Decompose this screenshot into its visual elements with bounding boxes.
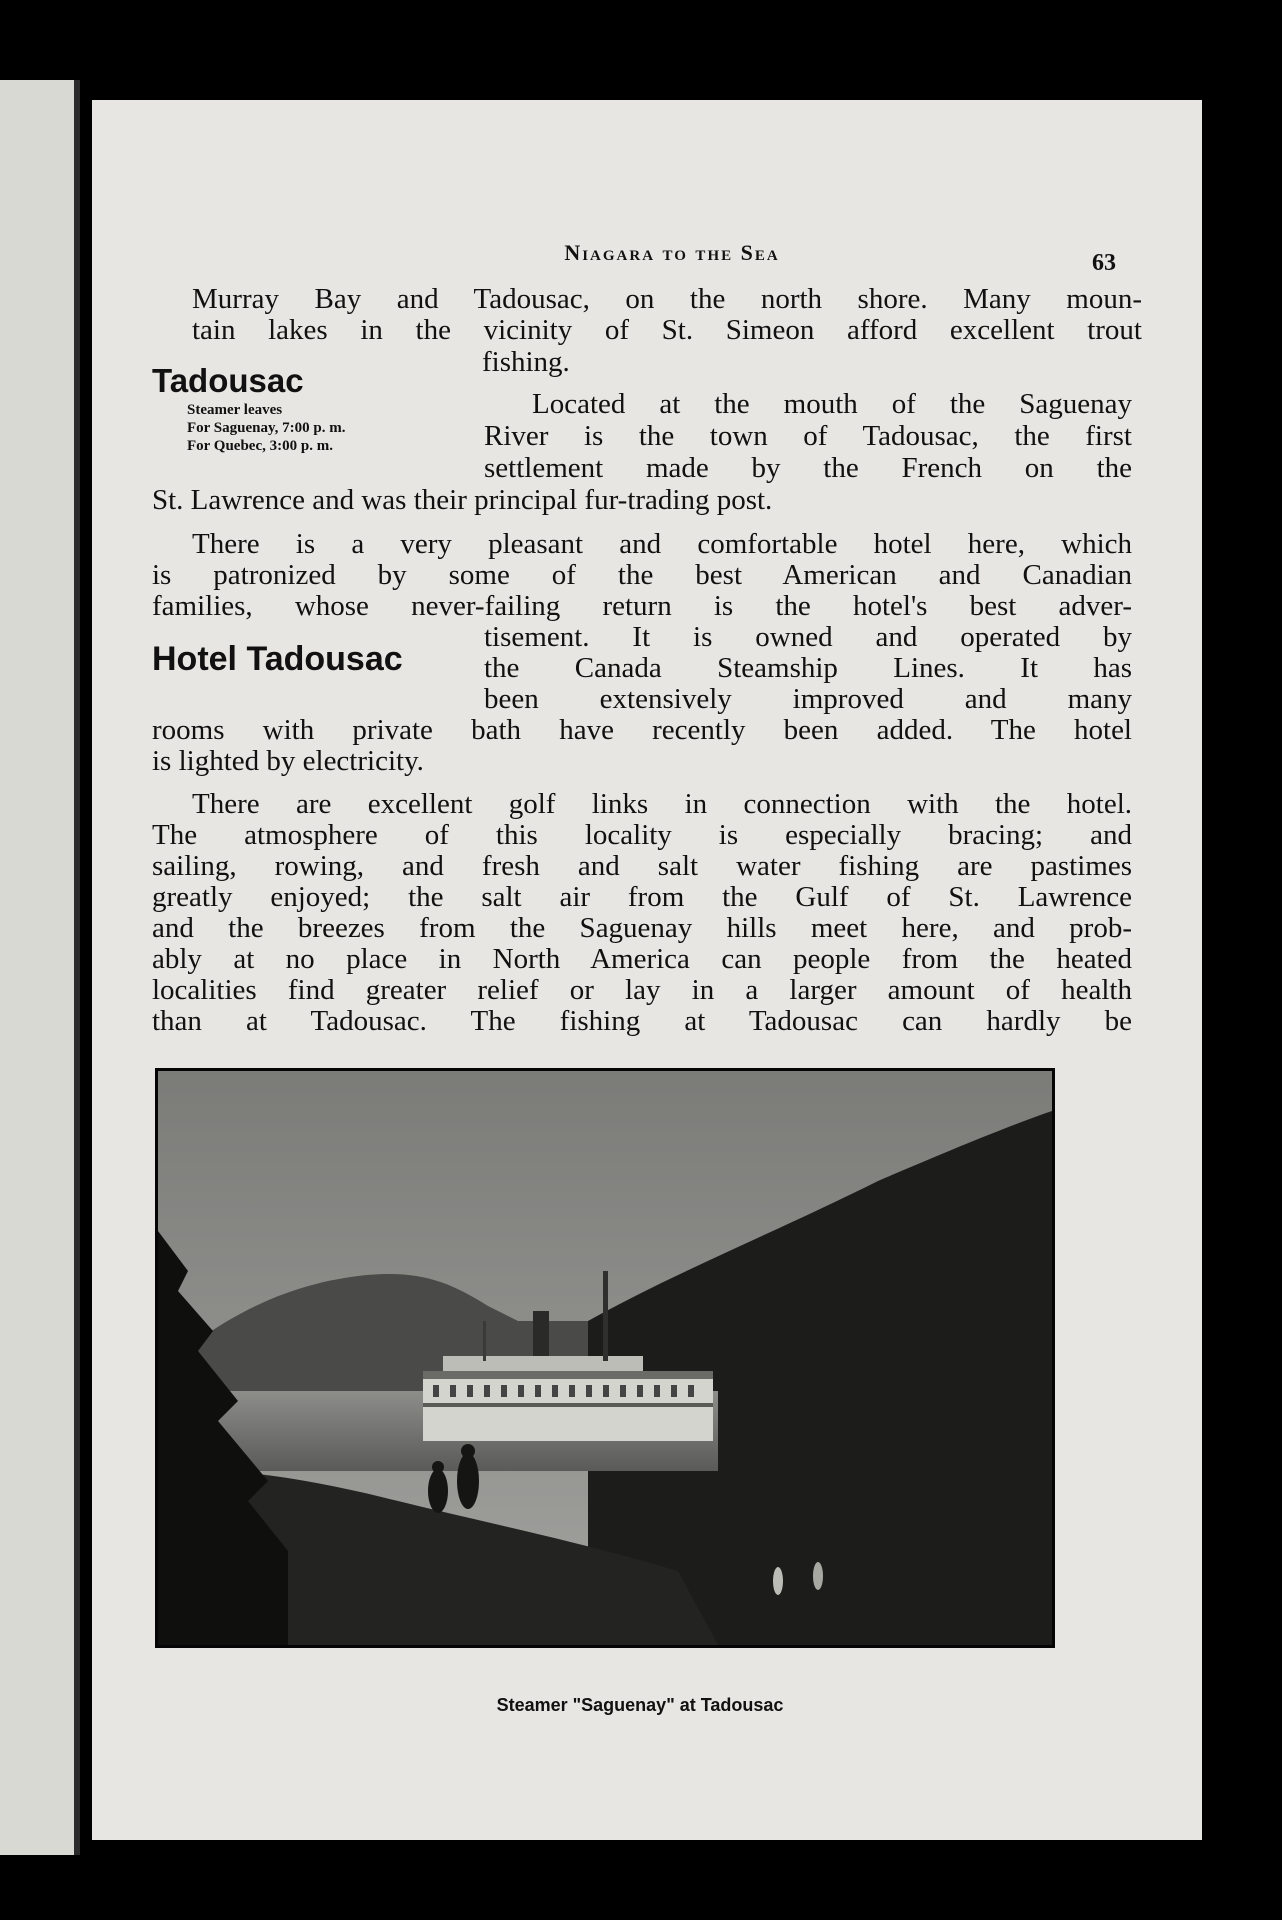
text-line: River is the town of Tadousac, the first xyxy=(484,420,1132,452)
text-line: Murray Bay and Tadousac, on the north shore. Many moun- xyxy=(192,283,1142,315)
facing-page-edge xyxy=(0,80,80,1855)
steamer-funnel xyxy=(533,1311,549,1356)
text-line: tisement. It is owned and operated by xyxy=(484,621,1132,653)
steamer-note-line: For Saguenay, 7:00 p. m. xyxy=(187,420,346,436)
text-line: is patronized by some of the best American and Canadian xyxy=(152,559,1132,591)
text-line: and the breezes from the Saguenay hills meet here, and prob- xyxy=(152,912,1132,944)
text-line: Located at the mouth of the Saguenay xyxy=(532,388,1132,420)
text-line: families, whose never-failing return is the hotel's best adver- xyxy=(152,590,1132,622)
text-line: The atmosphere of this locality is especially bracing; and xyxy=(152,819,1132,851)
text-line: the Canada Steamship Lines. It has xyxy=(484,652,1132,684)
steamer-note-line: Steamer leaves xyxy=(187,402,283,418)
section-heading-hotel-tadousac: Hotel Tadousac xyxy=(152,640,403,678)
text-line: localities find greater relief or lay in a larger amount of health xyxy=(152,974,1132,1006)
text-line: is lighted by electricity. xyxy=(152,745,424,777)
steamer-note-line: For Quebec, 3:00 p. m. xyxy=(187,438,333,454)
text-line: There is a very pleasant and comfortable hotel here, which xyxy=(192,528,1132,560)
text-line: settlement made by the French on the xyxy=(484,452,1132,484)
section-heading-tadousac: Tadousac xyxy=(152,362,304,399)
text-line: ably at no place in North America can people from the heated xyxy=(152,943,1132,975)
steamer-photograph xyxy=(155,1068,1055,1648)
text-line: rooms with private bath have recently been added. The hotel xyxy=(152,714,1132,746)
text-line: than at Tadousac. The fishing at Tadousac can hardly be xyxy=(152,1005,1132,1037)
page-number: 63 xyxy=(1092,250,1116,276)
text-line: St. Lawrence and was their principal fur-trading post. xyxy=(152,484,773,516)
text-line: been extensively improved and many xyxy=(484,683,1132,715)
book-spine xyxy=(74,80,80,1855)
text-line: sailing, rowing, and fresh and salt water fishing are pastimes xyxy=(152,850,1132,882)
text-line: There are excellent golf links in connection with the hotel. xyxy=(192,788,1132,820)
text-line: tain lakes in the vicinity of St. Simeon afford excellent trout xyxy=(192,314,1142,346)
photo-caption: Steamer "Saguenay" at Tadousac xyxy=(496,1695,784,1715)
text-line: greatly enjoyed; the salt air from the Gulf of St. Lawrence xyxy=(152,881,1132,913)
running-head: Niagara to the Sea xyxy=(564,240,780,265)
steamer-photograph-image xyxy=(158,1071,1052,1645)
text-line: fishing. xyxy=(482,346,570,378)
